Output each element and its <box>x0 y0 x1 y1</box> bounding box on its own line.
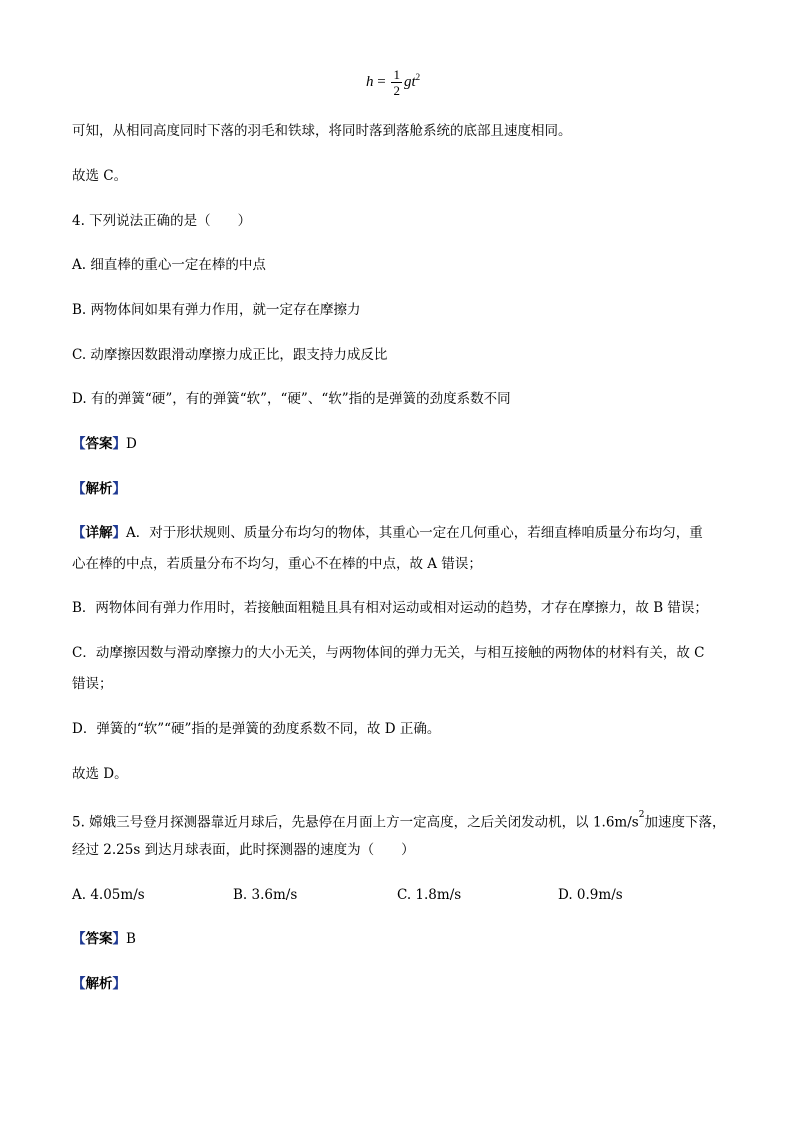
question-5-option-c: C. 1.8m/s <box>397 887 462 903</box>
question-5-stem-part-2: 加速度下落， <box>644 814 726 831</box>
tag-close-bracket: 】 <box>112 436 126 452</box>
detail-b-line: B．两物体间有弹力作用时，若接触面粗糙且具有相对运动或相对运动的趋势，才存在摩擦力，故 B 错误； <box>72 600 708 616</box>
detail-tag: 详解 <box>85 525 113 541</box>
analysis-tag: 解析 <box>85 976 113 992</box>
formula-exponent: 2 <box>415 72 421 82</box>
detail-a-line-1 <box>72 524 703 542</box>
formula-rhs: gt <box>403 73 416 90</box>
detail-a-text-1: A．对于形状规则、质量分布均匀的物体，其重心一定在几何重心，若细直棒咱质量分布均匀，重 <box>126 525 703 541</box>
question-4-stem: 4. 下列说法正确的是（ ） <box>72 213 252 229</box>
question-5-stem-line-2: 经过 2.25s 到达月球表面，此时探测器的速度为（ ） <box>72 842 415 858</box>
tag-open-bracket: 【 <box>72 525 86 541</box>
tag-open-bracket: 【 <box>72 931 86 947</box>
select-d-text: 故选 D。 <box>72 766 128 782</box>
analysis-tag: 解析 <box>85 481 113 497</box>
tag-close-bracket: 】 <box>112 931 126 947</box>
question-4-option-d: D. 有的弹簧“硬”，有的弹簧“软”，“硬”、“软”指的是弹簧的劲度系数不同 <box>72 391 511 407</box>
analysis-5-line <box>72 975 126 993</box>
formula-numerator: 1 <box>393 66 400 82</box>
formula-fraction <box>391 67 402 98</box>
free-fall-formula <box>366 60 420 104</box>
select-c-text: 故选 C。 <box>72 168 128 184</box>
question-5-option-b: B. 3.6m/s <box>233 887 298 903</box>
tag-close-bracket: 】 <box>112 976 126 992</box>
tag-close-bracket: 】 <box>112 525 126 541</box>
question-4-option-c: C. 动摩擦因数跟滑动摩擦力成正比，跟支持力成反比 <box>72 347 388 363</box>
formula-lhs: h <box>366 73 374 90</box>
answer-5-line <box>72 930 136 948</box>
question-5-option-a: A. 4.05m/s <box>72 887 145 903</box>
conclusion-text: 可知，从相同高度同时下落的羽毛和铁球，将同时落到落舱系统的底部且速度相同。 <box>72 123 572 139</box>
question-4-option-b: B. 两物体间如果有弹力作用，就一定存在摩擦力 <box>72 302 361 318</box>
detail-c-line-1: C．动摩擦因数与滑动摩擦力的大小无关，与两物体间的弹力无关，与相互接触的两物体的材料有关，故 C <box>72 645 705 661</box>
answer-4-line <box>72 435 137 453</box>
formula-equals: = <box>373 73 390 90</box>
tag-open-bracket: 【 <box>72 436 86 452</box>
detail-a-line-2: 心在棒的中点，若质量分布不均匀，重心不在棒的中点，故 A 错误； <box>72 556 482 572</box>
answer-5-value: B <box>126 931 136 947</box>
question-4-option-a: A. 细直棒的重心一定在棒的中点 <box>72 257 266 273</box>
unit-exponent: 2 <box>638 810 645 820</box>
detail-c-line-2: 错误； <box>72 676 113 692</box>
tag-close-bracket: 】 <box>112 481 126 497</box>
tag-open-bracket: 【 <box>72 976 86 992</box>
answer-4-value: D <box>126 436 137 452</box>
question-5-stem-part-1: 5. 嫦娥三号登月探测器靠近月球后，先悬停在月面上方一定高度，之后关闭发动机，以 1.6m/s <box>72 814 639 831</box>
answer-tag: 答案 <box>85 931 113 947</box>
analysis-4-line <box>72 480 126 498</box>
formula-denominator: 2 <box>393 82 400 98</box>
tag-open-bracket: 【 <box>72 481 86 497</box>
question-5-stem-line-1 <box>72 810 725 832</box>
question-5-option-d: D. 0.9m/s <box>558 887 623 903</box>
answer-tag: 答案 <box>85 436 113 452</box>
detail-d-line: D．弹簧的“软”“硬”指的是弹簧的劲度系数不同，故 D 正确。 <box>72 721 441 737</box>
